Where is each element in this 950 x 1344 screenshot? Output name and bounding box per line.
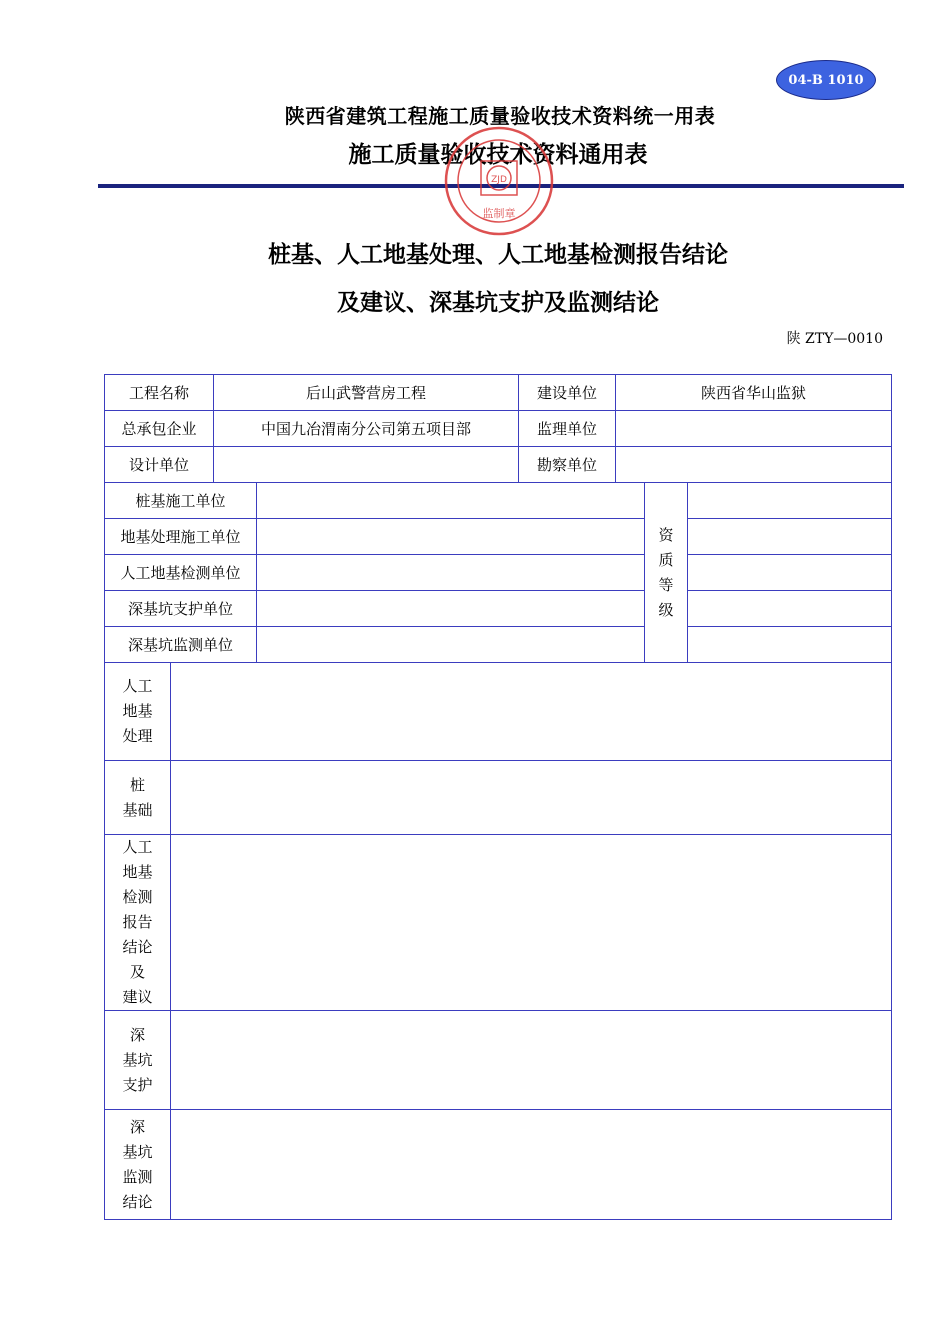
qualification-char: 资 (658, 525, 674, 544)
section-label: 人工 地基 处理 (105, 663, 171, 761)
info-label: 勘察单位 (519, 447, 616, 483)
section-content[interactable] (171, 835, 892, 1011)
header-line-2: 施工质量验收技术资料通用表 (348, 141, 648, 168)
unit-value[interactable] (257, 483, 645, 519)
section-row (105, 1110, 892, 1220)
grade-value[interactable] (688, 555, 892, 591)
section-label: 深 基坑 支护 (105, 1011, 171, 1110)
info-label: 工程名称 (105, 375, 214, 411)
header-line-1: 陕西省建筑工程施工质量验收技术资料统一用表 (284, 104, 716, 128)
section-content[interactable] (171, 1110, 892, 1220)
grade-value[interactable] (688, 519, 892, 555)
seal-center-text: ZJD (491, 175, 507, 185)
unit-value[interactable] (257, 519, 645, 555)
info-label: 监理单位 (519, 411, 616, 447)
unit-value[interactable] (257, 627, 645, 663)
info-value[interactable]: 后山武警营房工程 (214, 375, 519, 411)
section-content[interactable] (171, 1011, 892, 1110)
report-form (104, 374, 891, 1220)
form-code: 陕 ZTY—0010 (786, 331, 883, 347)
unit-row (105, 591, 892, 627)
section-row (105, 835, 892, 1011)
qualification-char: 级 (658, 600, 674, 619)
unit-label: 地基处理施工单位 (105, 519, 257, 555)
info-value[interactable] (616, 447, 892, 483)
info-value[interactable] (214, 447, 519, 483)
unit-row (105, 627, 892, 663)
unit-label: 桩基施工单位 (105, 483, 257, 519)
seal-bottom-text: 监制章 (482, 207, 516, 220)
unit-label: 深基坑监测单位 (105, 627, 257, 663)
section-row (105, 663, 892, 761)
section-content[interactable] (171, 761, 892, 835)
info-row (105, 447, 892, 483)
qualification-char: 等 (658, 575, 674, 594)
unit-table (104, 482, 892, 663)
info-value[interactable] (616, 411, 892, 447)
unit-value[interactable] (257, 555, 645, 591)
info-table (104, 374, 892, 483)
document-title-line-1: 桩基、人工地基处理、人工地基检测报告结论 (268, 242, 728, 268)
info-label: 总承包企业 (105, 411, 214, 447)
info-row (105, 375, 892, 411)
section-row (105, 761, 892, 835)
grade-value[interactable] (688, 627, 892, 663)
supervision-seal (443, 125, 555, 237)
unit-row (105, 483, 892, 519)
info-label: 建设单位 (519, 375, 616, 411)
section-label: 深 基坑 监测 结论 (105, 1110, 171, 1220)
unit-row (105, 555, 892, 591)
unit-value[interactable] (257, 591, 645, 627)
unit-label: 深基坑支护单位 (105, 591, 257, 627)
qualification-grade-label (645, 483, 688, 663)
info-value[interactable]: 陕西省华山监狱 (616, 375, 892, 411)
section-content[interactable] (171, 663, 892, 761)
section-label: 人工 地基 检测 报告 结论 及 建议 (105, 835, 171, 1011)
info-label: 设计单位 (105, 447, 214, 483)
section-label: 桩 基础 (105, 761, 171, 835)
unit-row (105, 519, 892, 555)
qualification-char: 质 (658, 550, 674, 569)
info-row (105, 411, 892, 447)
grade-value[interactable] (688, 483, 892, 519)
unit-label: 人工地基检测单位 (105, 555, 257, 591)
sections-table (104, 662, 892, 1220)
section-row (105, 1011, 892, 1110)
info-value[interactable]: 中国九冶渭南分公司第五项目部 (214, 411, 519, 447)
form-number-badge: 04-B 1010 (776, 60, 876, 100)
document-title-line-2: 及建议、深基坑支护及监测结论 (337, 290, 659, 316)
grade-value[interactable] (688, 591, 892, 627)
